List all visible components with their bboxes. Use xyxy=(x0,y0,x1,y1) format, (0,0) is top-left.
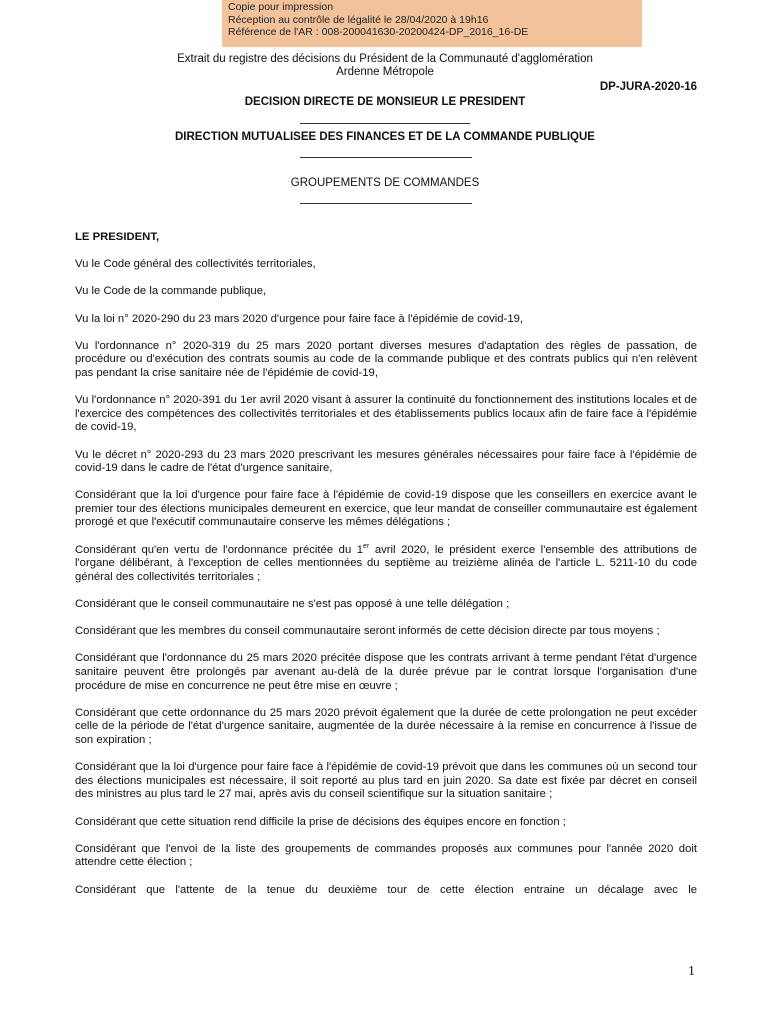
decision-body xyxy=(75,231,697,911)
president-heading: LE PRESIDENT, xyxy=(75,231,160,243)
legality-stamp xyxy=(222,0,642,47)
stamp-line: Copie pour impression xyxy=(228,1,334,13)
direction-divider xyxy=(300,157,472,158)
superscript: er xyxy=(363,542,370,550)
paragraph: Vu le Code de la commande publique, xyxy=(75,285,267,298)
paragraph: Vu l'ordonnance n° 2020-391 du 1er avril 2020 visant à assurer la continuité du fonctionnement des institutions locales et de l'exercice des compétences des collectivités territoriales et des établissements publics locaux afin de faire face à l'épidémie de covid-19, xyxy=(75,394,697,434)
stamp-line: Réception au contrôle de légalité le 28/04/2020 à 19h16 xyxy=(228,13,489,26)
paragraph: Considérant que la loi d'urgence pour faire face à l'épidémie de covid-19 prévoit que dans les communes où un second tour des élections municipales est nécessaire, il soit reporté au plus tard en juin 2020. Sa date est fixée par décret en conseil des ministres au plus tard le 27 mai, après avis du conseil scientifique sur la situation sanitaire ; xyxy=(75,761,697,801)
decision-title: DECISION DIRECTE DE MONSIEUR LE PRESIDENT xyxy=(244,96,526,108)
paragraph xyxy=(75,544,697,585)
paragraph: Considérant que le conseil communautaire ne s'est pas opposé à une telle délégation ; xyxy=(75,598,510,611)
direction-title: DIRECTION MUTUALISEE DES FINANCES ET DE LA COMMANDE PUBLIQUE xyxy=(175,131,595,143)
subject-divider xyxy=(300,203,472,204)
paragraph: Considérant que cette situation rend difficile la prise de décisions des équipes encore en fonction ; xyxy=(75,815,566,828)
paragraph: Considérant que la loi d'urgence pour faire face à l'épidémie de covid-19 dispose que les conseillers en exercice avant le premier tour des élections municipales demeurent en exercice, que leur mandat de conseiller communautaire est également prorogé et que l'exécutif communautaire conserve les mêmes délégations ; xyxy=(75,489,697,529)
page-number: 1 xyxy=(688,964,695,979)
extract-line: Ardenne Métropole xyxy=(336,66,434,78)
paragraph: Vu le Code général des collectivités territoriales, xyxy=(75,258,316,271)
register-extract xyxy=(0,53,770,79)
decision-reference: DP-JURA-2020-16 xyxy=(599,81,697,93)
paragraph: Considérant que les membres du conseil communautaire seront informés de cette décision directe par tous moyens ; xyxy=(75,625,660,638)
extract-line: Extrait du registre des décisions du Président de la Communauté d'agglomération xyxy=(177,53,593,65)
paragraph: Considérant que l'attente de la tenue du deuxième tour de cette élection entraine un décalage avec le xyxy=(75,883,697,896)
paragraph: Considérant que l'envoi de la liste des groupements de commandes proposés aux communes pour l'année 2020 doit attendre cette élection ; xyxy=(75,842,697,869)
paragraph: Vu le décret n° 2020-293 du 23 mars 2020 prescrivant les mesures générales nécessaires pour faire face à l'épidémie de covid-19 dans le cadre de l'état d'urgence sanitaire, xyxy=(75,448,697,475)
title-divider xyxy=(300,123,470,124)
subject-title: GROUPEMENTS DE COMMANDES xyxy=(290,177,480,189)
paragraph-text: Considérant qu'en vertu de l'ordonnance précitée du 1 xyxy=(75,543,364,556)
paragraph: Considérant que cette ordonnance du 25 mars 2020 prévoit également que la durée de cette prolongation ne peut excéder celle de la période de l'état d'urgence sanitaire, augmentée de la durée nécessaire à la remise en concurrence à l'issue de son expiration ; xyxy=(75,706,697,746)
paragraph: Vu la loi n° 2020-290 du 23 mars 2020 d'urgence pour faire face à l'épidémie de covid-19, xyxy=(75,312,524,325)
paragraph-text: avril 2020, le président exerce l'ensemble des attributions de l'organe délibérant, à l'exception de celles mentionnées du septième au treizième alinéa de l'article L. 5211-10 du code général des collectivités territoriales ; xyxy=(75,543,697,583)
stamp-line: Référence de l'AR : 008-200041630-20200424-DP_2016_16-DE xyxy=(228,26,529,38)
paragraph: Considérant que l'ordonnance du 25 mars 2020 précitée dispose que les contrats arrivant à terme pendant l'état d'urgence sanitaire peuvent être prolongés par avenant au-delà de la durée prévue par le contrat lorsque l'organisation d'une procédure de mise en concurrence ne peut être mise en œuvre ; xyxy=(75,652,697,692)
paragraph: Vu l'ordonnance n° 2020-319 du 25 mars 2020 portant diverses mesures d'adaptation des règles de passation, de procédure ou d'exécution des contrats soumis au code de la commande publique et des contrats publics qui n'en relèvent pas pendant la crise sanitaire née de l'épidémie de covid-19, xyxy=(75,339,697,379)
